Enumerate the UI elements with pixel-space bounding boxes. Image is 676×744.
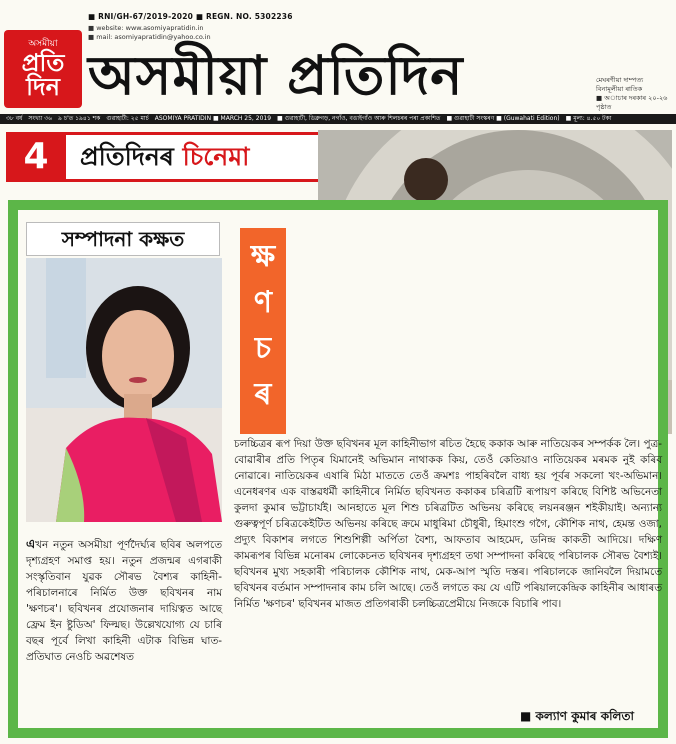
strip-item: ৩৮ বৰ্ষ: [6, 115, 23, 122]
side-line-1: মেঘৰণীয়া দাম্পত্য: [596, 76, 644, 84]
strip-item: ASOMIYA PRATIDIN ■ MARCH 25, 2019: [154, 115, 272, 122]
section-title: [80, 140, 249, 174]
logo: [4, 30, 82, 108]
article-column-right: [234, 436, 662, 612]
drop-cap: এ: [26, 537, 36, 551]
portrait-illustration: [26, 258, 222, 522]
byline: ■ কল্যাণ কুমাৰ কলিতা: [520, 709, 634, 723]
logo-tag: অসমীয়া: [28, 39, 58, 49]
logo-line-2: দিন: [26, 73, 60, 101]
article-left-body: খন নতুন অসমীয়া পূৰ্ণদৈৰ্ঘ্যৰ ছবিৰ অলপতে দৃশ্যগ্ৰহণ সমাপ্ত হয়। নতুন প্ৰজন্মৰ এগৰাকী সংস্কৃতিবান যুৱক সৌৰভ বৈশ্যৰ কাহিনী-পৰিচালনাৰে নিৰ্মিত উক্ত ছবিখনৰ নাম 'ক্ষণচৰ'। ছবিখনৰ প্ৰযোজনাৰ দায়িত্বত আছে ফ্ৰেম ইন ষ্টুডিঅ' ফিল্মছ। উল্লেখযোগ্য যে চাৰি বছৰ পূৰ্বে লিখা কাহিনী এটাক বিভিন্ন ঘাত-প্ৰতিঘাত নেওচি অৱশেষত: [26, 539, 222, 663]
strip-item: গুৱাহাটী: ২৫ মাৰ্চ: [106, 115, 149, 122]
article-text-right: চলচ্চিত্ৰৰ ৰূপ দিয়া উক্ত ছবিখনৰ মূল কাহিনীভাগ ৰচিত হৈছে ককাক আৰু নাতিয়েকৰ সম্পৰ্কক লৈ। পুত্ৰ-বোৱাৰীৰ প্ৰতি পিতৃৰ যিমানেই অভিমান নাথাকক কিয়, তেওঁ কেতিয়াও নাতিয়েকৰ মৰমক নুই কৰিব নোৱাৰে। নাতিয়েকৰ এষাৰি মিঠা মাততে তেওঁ ক্ৰমশঃ পাহৰিবলৈ বাধ্য হয় পূৰ্বৰ সকলো খং-অভিমান। এনেধৰণৰ এক বাস্তৱধৰ্মী কাহিনীৰে নিৰ্মিত ছবিখনত ককাকৰ চৰিত্ৰটি ৰূপায়ণ কৰিছে বিশিষ্ট অভিনেতা কুলদা কুমাৰ ভট্টাচাৰ্যই। আনহাতে মূল শিশু চৰিত্ৰটিত অভিনয় কৰিছে লয়নৰঞ্জন শইকীয়াই। অন্যান্য গুৰুত্বপূৰ্ণ চৰিত্ৰকেইটিত অভিনয় কৰিছে ক্ৰমে মাধুৰিমা চৌধুৰী, হিমাংশু গগৈ, কৌশিক নাথ, হেমন্ত ওজা, প্ৰদ্যুৎ বিকাশৰ লগতে শিশুশিল্পী অৰ্পিতা বৈশ্য, আফতাব আহমেদ, ডনিন্দ্ৰ কাকতী আদিয়ে। দক্ষিণ কামৰূপৰ বিভিন্ন মনোৰম লোকেচনত ছবিখনৰ দৃশ্যগ্ৰহণ তথা সম্পাদনা কৰিছে পৰিচালক সৌৰভ বৈশ্যই। ছবিখনৰ মুখ্য সহকাৰী পৰিচালক কৌশিক নাথ, মেক-আপ স্মৃতি দস্তৰ। পৰিচালকে জানিবলৈ দিয়ামতে ছবিখনৰ বৰ্তমান সম্পাদনাৰ কাম চলি আছে। তেওঁ লগতে কয় যে এটি পৰিয়ালকেন্দ্ৰিক কাহিনীৰ আধাৰত নিৰ্মিত 'ক্ষণচৰ' ছবিখনৰ মাজত প্ৰতিগৰাকী চলচ্চিত্ৰপ্ৰেমীয়ে নিজকে বিচাৰি পাব।: [234, 438, 662, 610]
article-text-left: [26, 536, 222, 665]
strip-item: ■ গুৱাহাটী, ডিব্ৰুগড়, নগাঁও, বঙাইগাঁও আৰু শিলচৰৰ পৰা প্ৰকাশিত: [277, 115, 441, 122]
mail-info: ■ mail: asomiyapratidin@yahoo.co.in: [88, 33, 211, 41]
film-tag-char: ৰ: [254, 377, 272, 412]
film-tag-char: চ: [254, 331, 272, 366]
masthead-side-box: [596, 76, 674, 112]
section-title-part-1: প্ৰতিদিনৰ: [80, 142, 174, 171]
side-line-2: বিনামূলীয়া ৰাতিক: [596, 85, 643, 93]
newspaper-title: অসমীয়া প্ৰতিদিন: [88, 44, 464, 107]
film-tag-char: ক্ষ: [250, 239, 276, 274]
desk-title: সম্পাদনা কক্ষত: [26, 222, 220, 256]
director-photo: [26, 258, 222, 522]
section-title-part-2: চিনেমা: [182, 142, 250, 171]
film-tag-char: ণ: [253, 285, 273, 320]
dateline-strip: [0, 114, 676, 124]
website-info: ■ website: www.asomiyapratidin.in: [88, 24, 204, 32]
article-column-left: [26, 536, 222, 665]
film-tag: [240, 234, 286, 418]
strip-item: ৯ চ'ত ১৯৪১ শক: [58, 115, 101, 122]
strip-item: সংখ্যা ৩৬: [28, 115, 53, 122]
strip-item: ■ গুৱাহাটী সংস্কৰণ ■ (Guwahati Edition): [446, 115, 560, 122]
side-line-3: ■ অাচাৰ দৰকাৰ ২০-২৬ পৃষ্ঠাত: [596, 94, 668, 111]
registration-info: ■ RNI/GH-67/2019-2020 ■ REGN. NO. 5302236: [88, 12, 293, 21]
logo-line-1: প্ৰতি: [21, 49, 65, 77]
page-number: 4: [6, 132, 66, 182]
strip-item: ■ মূল্য: ৪.৫০ টকা: [565, 115, 612, 122]
